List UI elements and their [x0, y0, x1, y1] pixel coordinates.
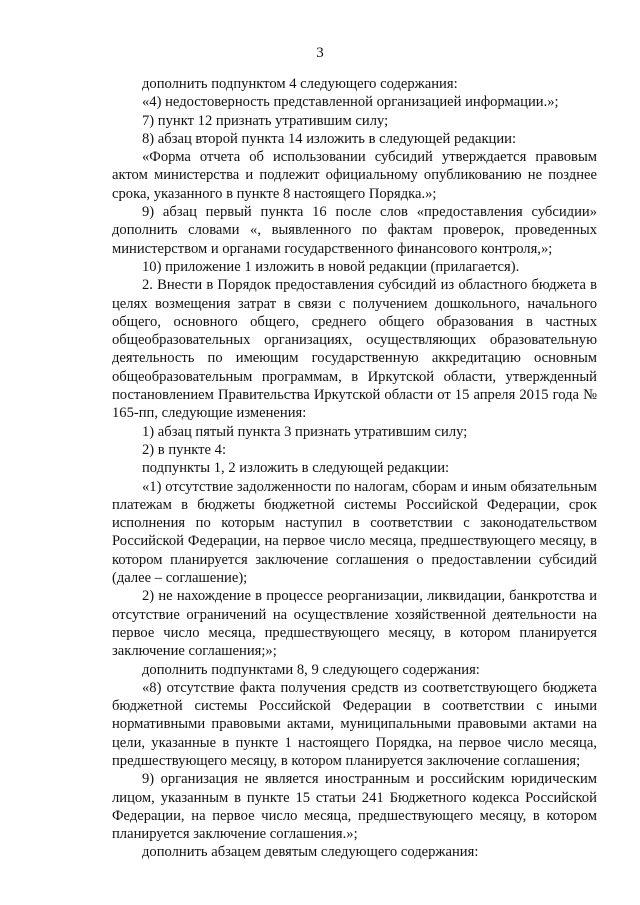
paragraph: 9) организация не является иностранным и российским юридическим лицом, указанным в пункте 15 статьи 241 Бюджетного кодекса Российской Федерации, на первое число месяца, предшествующего месяцу, в котором планируется заключение соглашения.»; — [112, 771, 597, 843]
document-body — [112, 75, 597, 862]
paragraph: дополнить подпунктом 4 следующего содержания: — [142, 76, 458, 92]
page-number: 3 — [316, 45, 324, 61]
paragraph: 7) пункт 12 признать утратившим силу; — [142, 112, 389, 129]
paragraph: дополнить абзацем девятым следующего содержания: — [142, 844, 479, 861]
paragraph: 2) не нахождение в процессе реорганизации, ликвидации, банкротства и отсутствие ограничений на осуществление хозяйственной деятельности на первое число месяца, предшествующего месяцу, в котором планируется заключение соглашения;»; — [112, 588, 597, 660]
paragraph: 8) абзац второй пункта 14 изложить в следующей редакции: — [142, 130, 517, 147]
paragraph: «4) недостоверность представленной организацией информации.»; — [142, 94, 559, 111]
paragraph: «8) отсутствие факта получения средств из соответствующего бюджета бюджетной системы Российской Федерации в соответствии с иными нормативными правовыми актами, муниципальными правовыми актами на цели, указанные в пункте 1 настоящего Порядка, на первое число месяца, предшествующего месяцу, в котором планируется заключение соглашения; — [112, 679, 597, 769]
paragraph: «1) отсутствие задолженности по налогам, сборам и иным обязательным платежам в бюджеты бюджетной системы Российской Федерации, срок исполнения по которым наступил в соответствии с законодательством Российской Федерации, на первое число месяца, предшествующего месяцу, в котором планируется заключение соглашения о предоставлении субсидий (далее – соглашение); — [112, 478, 597, 587]
paragraph: «Форма отчета об использовании субсидий утверждается правовым актом министерства и подлежит официальному опубликованию не позднее срока, указанного в пункте 8 настоящего Порядка.»; — [112, 149, 597, 202]
paragraph: 10) приложение 1 изложить в новой редакции (прилагается). — [142, 258, 520, 275]
paragraph: 1) абзац пятый пункта 3 признать утратившим силу; — [142, 423, 468, 440]
paragraph: дополнить подпунктами 8, 9 следующего содержания: — [142, 661, 480, 678]
paragraph: 2. Внести в Порядок предоставления субсидий из областного бюджета в целях возмещения затрат в связи с получением дошкольного, начального общего, основного общего, среднего общего образования в частных общеобразовательных организациях, осуществляющих образовательную деятельность по имеющим государственную аккредитацию основным общеобразовательным программам, в Иркутской области, утвержденный постановлением Правительства Иркутской области от 15 апреля 2015 года № 165-пп, следующие изменения: — [112, 277, 597, 422]
paragraph: подпункты 1, 2 изложить в следующей редакции: — [142, 460, 450, 477]
paragraph: 9) абзац первый пункта 16 после слов «предоставления субсидии» дополнить словами «, выявленного по фактам проверок, проведенных министерством и органами государственного финансового контроля,»; — [112, 204, 597, 257]
paragraph: 2) в пункте 4: — [142, 441, 227, 458]
